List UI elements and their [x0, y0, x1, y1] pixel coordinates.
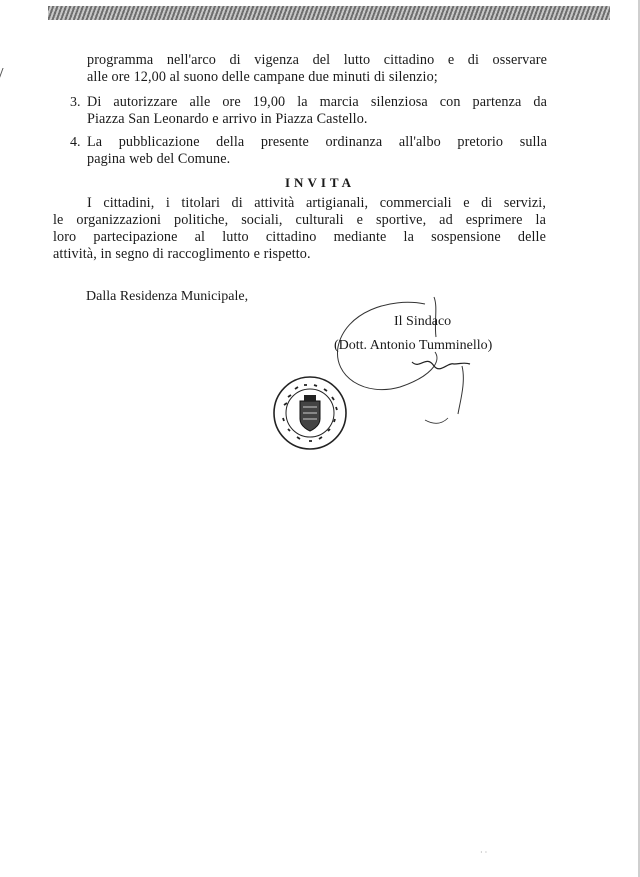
invita-paragraph: [53, 195, 546, 263]
scan-border: [48, 6, 610, 20]
list-item: [87, 94, 547, 128]
text-line: I cittadini, i titolari di attività artigianali, commerciali e di servizi,: [87, 195, 546, 211]
signer-name: (Dott. Antonio Tumminello): [334, 338, 493, 353]
text-line: programma nell'arco di vigenza del lutto cittadino e di osservare: [87, 52, 547, 68]
list-item-continuation: [87, 52, 547, 86]
item-number: 3.: [70, 95, 81, 110]
text-line: pagina web del Comune.: [87, 151, 231, 167]
text-line: loro partecipazione al lutto cittadino mediante la sospensione delle: [53, 229, 546, 245]
item-number: 4.: [70, 135, 81, 150]
text-line: La pubblicazione della presente ordinanza all'albo pretorio sulla: [87, 134, 547, 150]
handwritten-signature: [330, 292, 480, 432]
text-line: Di autorizzare alle ore 19,00 la marcia silenziosa con partenza da: [87, 94, 547, 110]
text-line: alle ore 12,00 al suono delle campane due minuti di silenzio;: [87, 69, 438, 85]
text-line: attività, in segno di raccoglimento e rispetto.: [53, 246, 311, 262]
scan-mark: [0, 68, 8, 82]
text-line: le organizzazioni politiche, sociali, culturali e sportive, ad esprimere la: [53, 212, 546, 228]
scan-specks: · ·: [480, 848, 488, 857]
place-line: Dalla Residenza Municipale,: [86, 289, 249, 304]
list-item: [87, 134, 547, 168]
signer-title: Il Sindaco: [394, 314, 452, 329]
official-stamp: [272, 375, 348, 451]
text-line: Piazza San Leonardo e arrivo in Piazza Castello.: [87, 111, 368, 127]
section-heading: INVITA: [285, 175, 355, 190]
